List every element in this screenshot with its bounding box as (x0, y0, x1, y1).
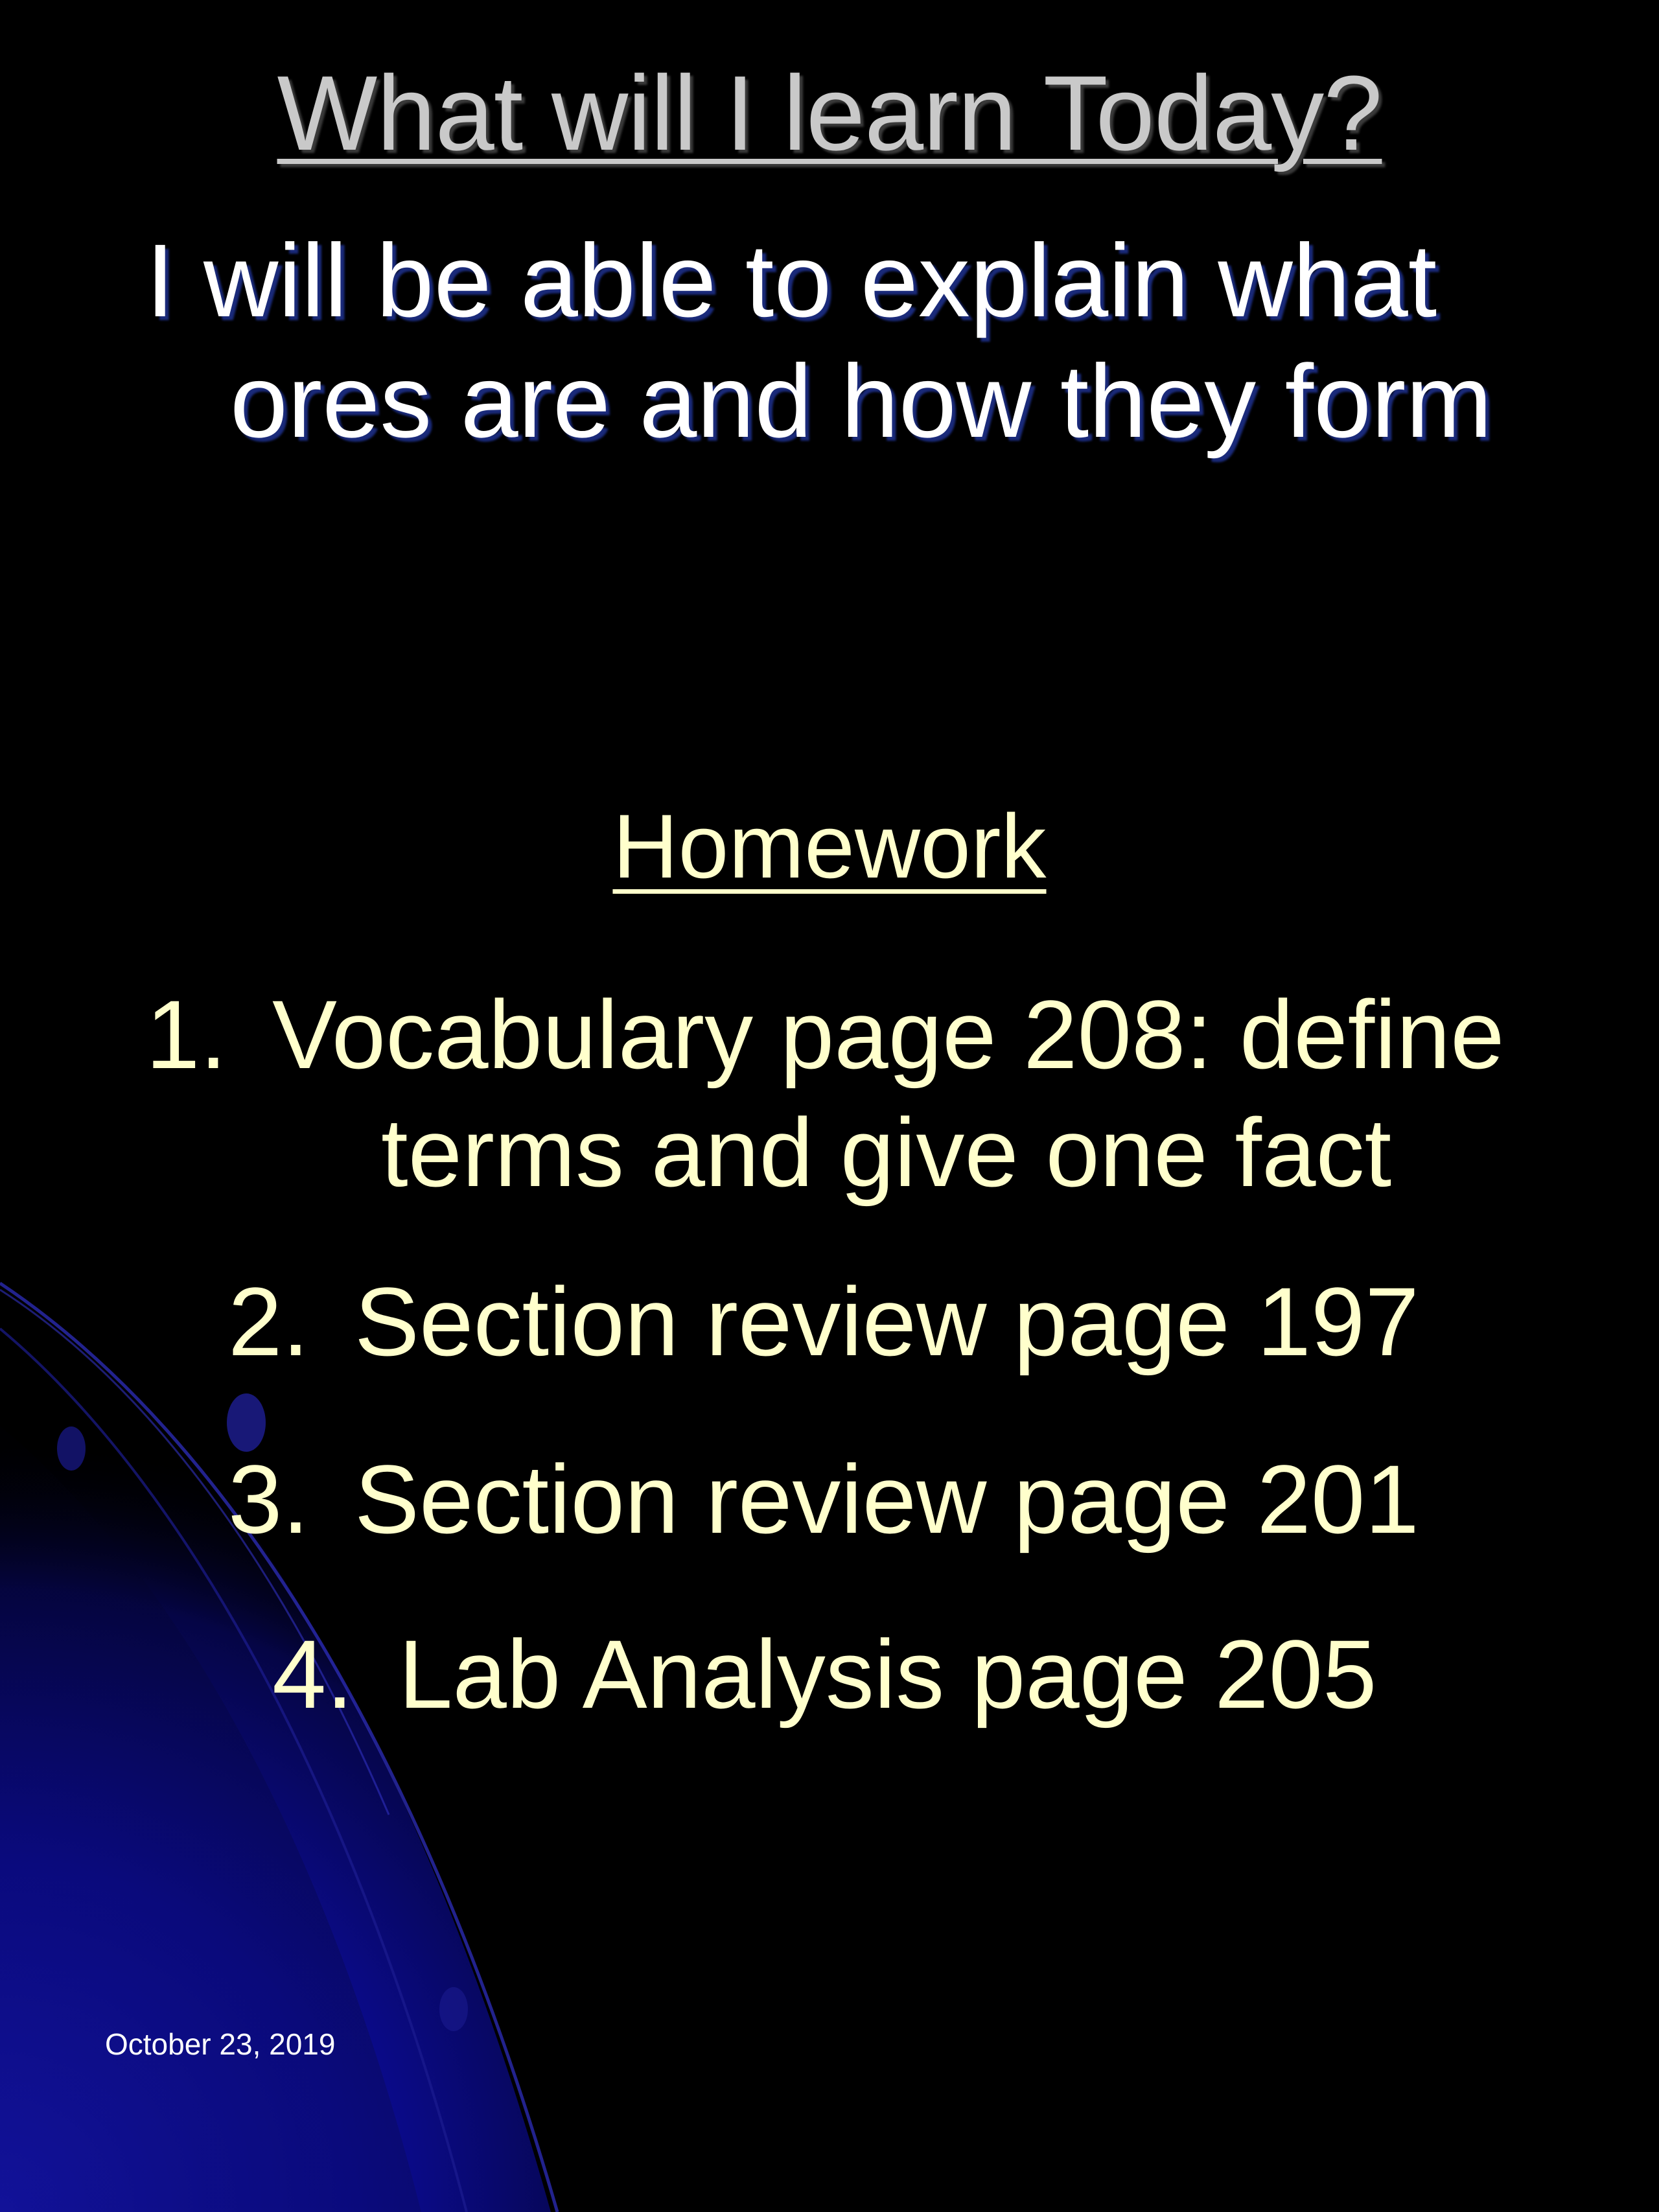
footer-date: October 23, 2019 (105, 2027, 336, 2061)
homework-item-number: 2. (228, 1267, 310, 1376)
homework-item-text: Vocabulary page 208: define (272, 980, 1505, 1089)
homework-item-1-continuation: terms and give one fact (381, 1098, 1392, 1207)
homework-item-3 (228, 1440, 1419, 1558)
homework-item-2 (228, 1263, 1419, 1380)
homework-item-4 (272, 1615, 1377, 1733)
slide-title: What will I learn Today? (277, 54, 1382, 172)
homework-item-text: Section review page 201 (354, 1445, 1419, 1554)
homework-item-number: 3. (228, 1445, 310, 1554)
homework-item-text: Lab Analysis page 205 (399, 1620, 1377, 1729)
homework-item-number: 4. (272, 1620, 354, 1729)
learning-objective: I will be able to explain what ores are and how they form (146, 222, 1492, 459)
homework-item-1 (146, 975, 1505, 1093)
homework-item-number: 1. (146, 980, 227, 1089)
homework-item-text: Section review page 197 (354, 1267, 1419, 1376)
homework-heading: Homework (612, 795, 1047, 897)
